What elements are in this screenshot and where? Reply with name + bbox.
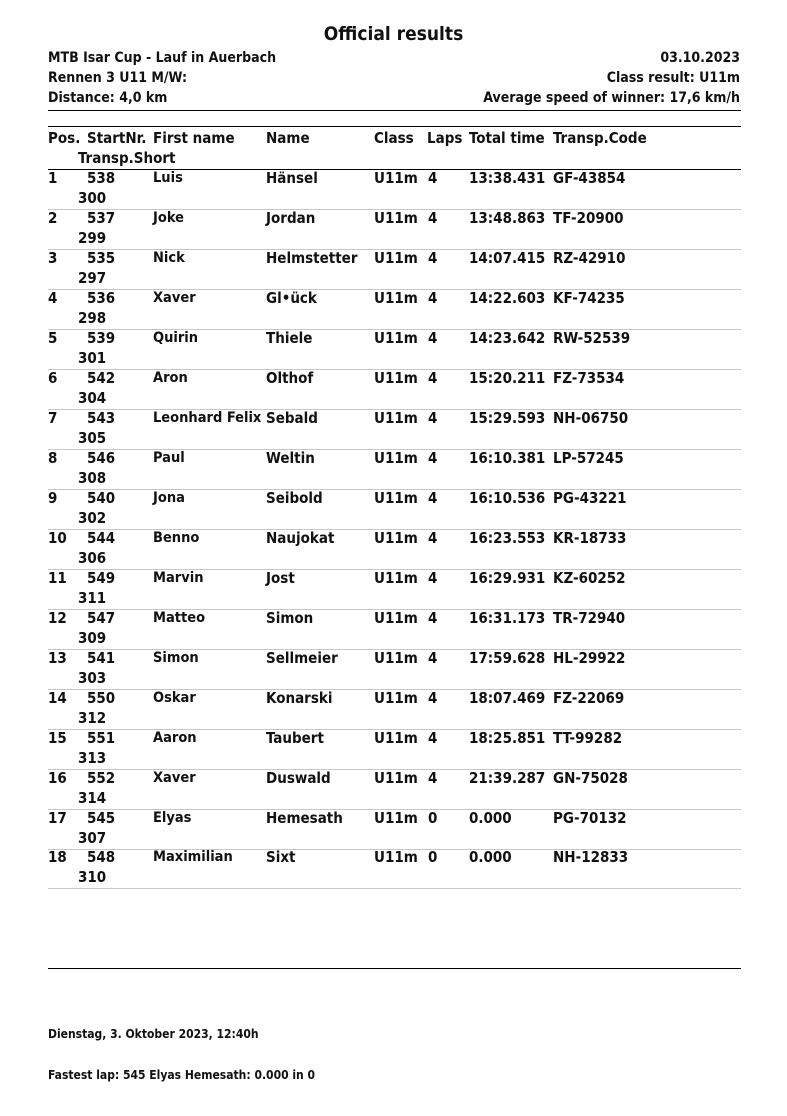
cell-startnr: 547 (87, 609, 116, 627)
cell-pos: 5 (48, 329, 58, 347)
cell-laps: 0 (428, 809, 438, 827)
cell-name: Sellmeier (266, 649, 338, 667)
cell-class: U11m (374, 848, 418, 866)
cell-transp-short: 311 (78, 589, 107, 607)
cell-first-name: Jona (153, 490, 185, 506)
cell-total-time: 16:23.553 (469, 529, 546, 547)
cell-pos: 16 (48, 769, 67, 787)
cell-laps: 4 (428, 729, 438, 747)
cell-total-time: 13:38.431 (469, 169, 546, 187)
cell-total-time: 16:10.536 (469, 489, 546, 507)
cell-transp-short: 310 (78, 868, 107, 886)
cell-startnr: 539 (87, 329, 116, 347)
cell-class: U11m (374, 489, 418, 507)
cell-name: Konarski (266, 689, 333, 707)
cell-total-time: 18:07.469 (469, 689, 546, 707)
table-row (48, 848, 741, 889)
cell-name: Hemesath (266, 809, 343, 827)
cell-startnr: 544 (87, 529, 116, 547)
header-laps: Laps (427, 129, 463, 147)
cell-name: Duswald (266, 769, 331, 787)
table-row (48, 449, 741, 490)
table-row (48, 289, 741, 330)
cell-name: Weltin (266, 449, 315, 467)
cell-class: U11m (374, 769, 418, 787)
cell-total-time: 15:20.211 (469, 369, 546, 387)
cell-total-time: 16:31.173 (469, 609, 546, 627)
cell-transp-code: TT-99282 (553, 729, 623, 747)
cell-startnr: 546 (87, 449, 116, 467)
cell-first-name: Luis (153, 170, 183, 186)
cell-class: U11m (374, 369, 418, 387)
cell-class: U11m (374, 689, 418, 707)
cell-class: U11m (374, 729, 418, 747)
cell-transp-short: 304 (78, 389, 107, 407)
cell-first-name: Quirin (153, 330, 199, 346)
table-row (48, 209, 741, 250)
cell-laps: 4 (428, 249, 438, 267)
cell-class: U11m (374, 409, 418, 427)
header-startnr: StartNr. (87, 129, 147, 147)
cell-transp-short: 299 (78, 229, 107, 247)
cell-laps: 4 (428, 609, 438, 627)
cell-class: U11m (374, 609, 418, 627)
cell-laps: 4 (428, 449, 438, 467)
cell-first-name: Marvin (153, 570, 204, 586)
cell-name: Olthof (266, 369, 314, 387)
cell-transp-code: PG-70132 (553, 809, 627, 827)
cell-name: Sixt (266, 848, 296, 866)
cell-pos: 4 (48, 289, 58, 307)
cell-startnr: 540 (87, 489, 116, 507)
cell-name: Gl•ück (266, 289, 317, 307)
cell-transp-short: 308 (78, 469, 107, 487)
cell-name: Thiele (266, 329, 313, 347)
cell-transp-short: 300 (78, 189, 107, 207)
cell-startnr: 552 (87, 769, 116, 787)
cell-transp-short: 298 (78, 309, 107, 327)
cell-first-name: Joke (153, 210, 184, 226)
cell-transp-code: TF-20900 (553, 209, 624, 227)
header-first-name: First name (153, 129, 235, 147)
cell-laps: 4 (428, 289, 438, 307)
table-row (48, 569, 741, 610)
cell-transp-code: RW-52539 (553, 329, 631, 347)
table-row (48, 729, 741, 770)
cell-transp-short: 314 (78, 789, 107, 807)
table-row (48, 649, 741, 690)
cell-pos: 17 (48, 809, 67, 827)
cell-transp-code: GF-43854 (553, 169, 626, 187)
header-divider (48, 110, 741, 111)
table-row (48, 769, 741, 810)
cell-startnr: 551 (87, 729, 116, 747)
cell-pos: 11 (48, 569, 67, 587)
cell-first-name: Xaver (153, 290, 196, 306)
cell-class: U11m (374, 649, 418, 667)
cell-first-name: Aron (153, 370, 188, 386)
cell-total-time: 14:23.642 (469, 329, 546, 347)
cell-transp-short: 312 (78, 709, 107, 727)
cell-transp-short: 303 (78, 669, 107, 687)
cell-startnr: 549 (87, 569, 116, 587)
event-date: 03.10.2023 (660, 50, 740, 66)
average-speed: Average speed of winner: 17,6 km/h (483, 90, 740, 106)
header-total-time: Total time (469, 129, 545, 147)
cell-first-name: Xaver (153, 770, 196, 786)
cell-class: U11m (374, 569, 418, 587)
cell-total-time: 16:10.381 (469, 449, 546, 467)
table-row (48, 409, 741, 450)
cell-total-time: 13:48.863 (469, 209, 546, 227)
table-top-divider (48, 126, 741, 127)
cell-pos: 8 (48, 449, 58, 467)
document-title: Official results (323, 23, 464, 45)
cell-pos: 10 (48, 529, 67, 547)
cell-transp-code: KR-18733 (553, 529, 627, 547)
cell-pos: 2 (48, 209, 58, 227)
cell-first-name: Matteo (153, 610, 206, 626)
cell-transp-code: FZ-22069 (553, 689, 625, 707)
cell-transp-short: 301 (78, 349, 107, 367)
cell-transp-short: 297 (78, 269, 107, 287)
cell-name: Simon (266, 609, 314, 627)
cell-total-time: 21:39.287 (469, 769, 546, 787)
table-row (48, 529, 741, 570)
table-row (48, 169, 741, 210)
cell-pos: 13 (48, 649, 67, 667)
table-row (48, 689, 741, 730)
cell-class: U11m (374, 249, 418, 267)
cell-name: Naujokat (266, 529, 335, 547)
cell-pos: 6 (48, 369, 58, 387)
cell-first-name: Oskar (153, 690, 196, 706)
header-transp-code: Transp.Code (553, 129, 647, 147)
cell-first-name: Leonhard Felix (153, 410, 262, 426)
cell-name: Jost (266, 569, 295, 587)
cell-total-time: 17:59.628 (469, 649, 546, 667)
cell-startnr: 536 (87, 289, 116, 307)
cell-transp-code: KZ-60252 (553, 569, 626, 587)
cell-first-name: Elyas (153, 810, 192, 826)
cell-transp-short: 306 (78, 549, 107, 567)
cell-transp-code: PG-43221 (553, 489, 627, 507)
cell-pos: 15 (48, 729, 67, 747)
event-name: MTB Isar Cup - Lauf in Auerbach (48, 50, 277, 66)
cell-laps: 4 (428, 529, 438, 547)
print-timestamp: Dienstag, 3. Oktober 2023, 12:40h (48, 1027, 259, 1041)
cell-transp-code: RZ-42910 (553, 249, 626, 267)
cell-class: U11m (374, 449, 418, 467)
cell-first-name: Nick (153, 250, 185, 266)
cell-transp-short: 305 (78, 429, 107, 447)
footer-divider (48, 968, 741, 969)
cell-laps: 4 (428, 649, 438, 667)
cell-transp-code: HL-29922 (553, 649, 626, 667)
cell-startnr: 543 (87, 409, 116, 427)
cell-transp-code: TR-72940 (553, 609, 626, 627)
table-row (48, 489, 741, 530)
cell-total-time: 0.000 (469, 848, 512, 866)
distance: Distance: 4,0 km (48, 90, 168, 106)
cell-startnr: 537 (87, 209, 116, 227)
cell-total-time: 16:29.931 (469, 569, 546, 587)
cell-startnr: 548 (87, 848, 116, 866)
cell-class: U11m (374, 529, 418, 547)
cell-total-time: 18:25.851 (469, 729, 546, 747)
header-class: Class (374, 129, 414, 147)
cell-transp-code: NH-12833 (553, 848, 629, 866)
cell-class: U11m (374, 329, 418, 347)
race-name: Rennen 3 U11 M/W: (48, 70, 188, 86)
cell-pos: 1 (48, 169, 58, 187)
header-pos: Pos. (48, 129, 81, 147)
cell-pos: 3 (48, 249, 58, 267)
cell-transp-code: NH-06750 (553, 409, 629, 427)
cell-transp-code: LP-57245 (553, 449, 624, 467)
cell-startnr: 545 (87, 809, 116, 827)
cell-laps: 4 (428, 689, 438, 707)
cell-name: Jordan (266, 209, 316, 227)
cell-name: Sebald (266, 409, 318, 427)
cell-first-name: Benno (153, 530, 200, 546)
cell-laps: 4 (428, 569, 438, 587)
cell-startnr: 550 (87, 689, 116, 707)
class-result: Class result: U11m (606, 70, 740, 86)
cell-laps: 0 (428, 848, 438, 866)
cell-name: Hänsel (266, 169, 318, 187)
cell-laps: 4 (428, 369, 438, 387)
header-transp-short: Transp.Short (78, 149, 176, 167)
cell-total-time: 14:07.415 (469, 249, 546, 267)
cell-startnr: 538 (87, 169, 116, 187)
cell-startnr: 535 (87, 249, 116, 267)
cell-transp-short: 302 (78, 509, 107, 527)
fastest-lap: Fastest lap: 545 Elyas Hemesath: 0.000 in 0 (48, 1068, 315, 1082)
cell-class: U11m (374, 809, 418, 827)
table-row (48, 329, 741, 370)
cell-transp-code: KF-74235 (553, 289, 625, 307)
cell-first-name: Paul (153, 450, 185, 466)
cell-total-time: 15:29.593 (469, 409, 546, 427)
cell-pos: 18 (48, 848, 67, 866)
cell-laps: 4 (428, 409, 438, 427)
cell-transp-short: 307 (78, 829, 107, 847)
cell-name: Helmstetter (266, 249, 358, 267)
cell-total-time: 0.000 (469, 809, 512, 827)
cell-laps: 4 (428, 769, 438, 787)
cell-pos: 9 (48, 489, 58, 507)
cell-name: Taubert (266, 729, 324, 747)
cell-laps: 4 (428, 489, 438, 507)
cell-class: U11m (374, 209, 418, 227)
cell-pos: 12 (48, 609, 67, 627)
table-row (48, 809, 741, 850)
cell-total-time: 14:22.603 (469, 289, 546, 307)
table-row (48, 369, 741, 410)
cell-first-name: Maximilian (153, 849, 233, 865)
cell-pos: 7 (48, 409, 58, 427)
cell-transp-code: FZ-73534 (553, 369, 625, 387)
cell-startnr: 541 (87, 649, 116, 667)
cell-pos: 14 (48, 689, 67, 707)
cell-startnr: 542 (87, 369, 116, 387)
table-row (48, 609, 741, 650)
cell-class: U11m (374, 289, 418, 307)
cell-name: Seibold (266, 489, 323, 507)
header-name: Name (266, 129, 310, 147)
cell-transp-short: 309 (78, 629, 107, 647)
cell-laps: 4 (428, 329, 438, 347)
cell-class: U11m (374, 169, 418, 187)
table-row (48, 249, 741, 290)
cell-laps: 4 (428, 209, 438, 227)
cell-transp-code: GN-75028 (553, 769, 628, 787)
cell-first-name: Aaron (153, 730, 197, 746)
cell-transp-short: 313 (78, 749, 107, 767)
cell-laps: 4 (428, 169, 438, 187)
cell-first-name: Simon (153, 650, 199, 666)
